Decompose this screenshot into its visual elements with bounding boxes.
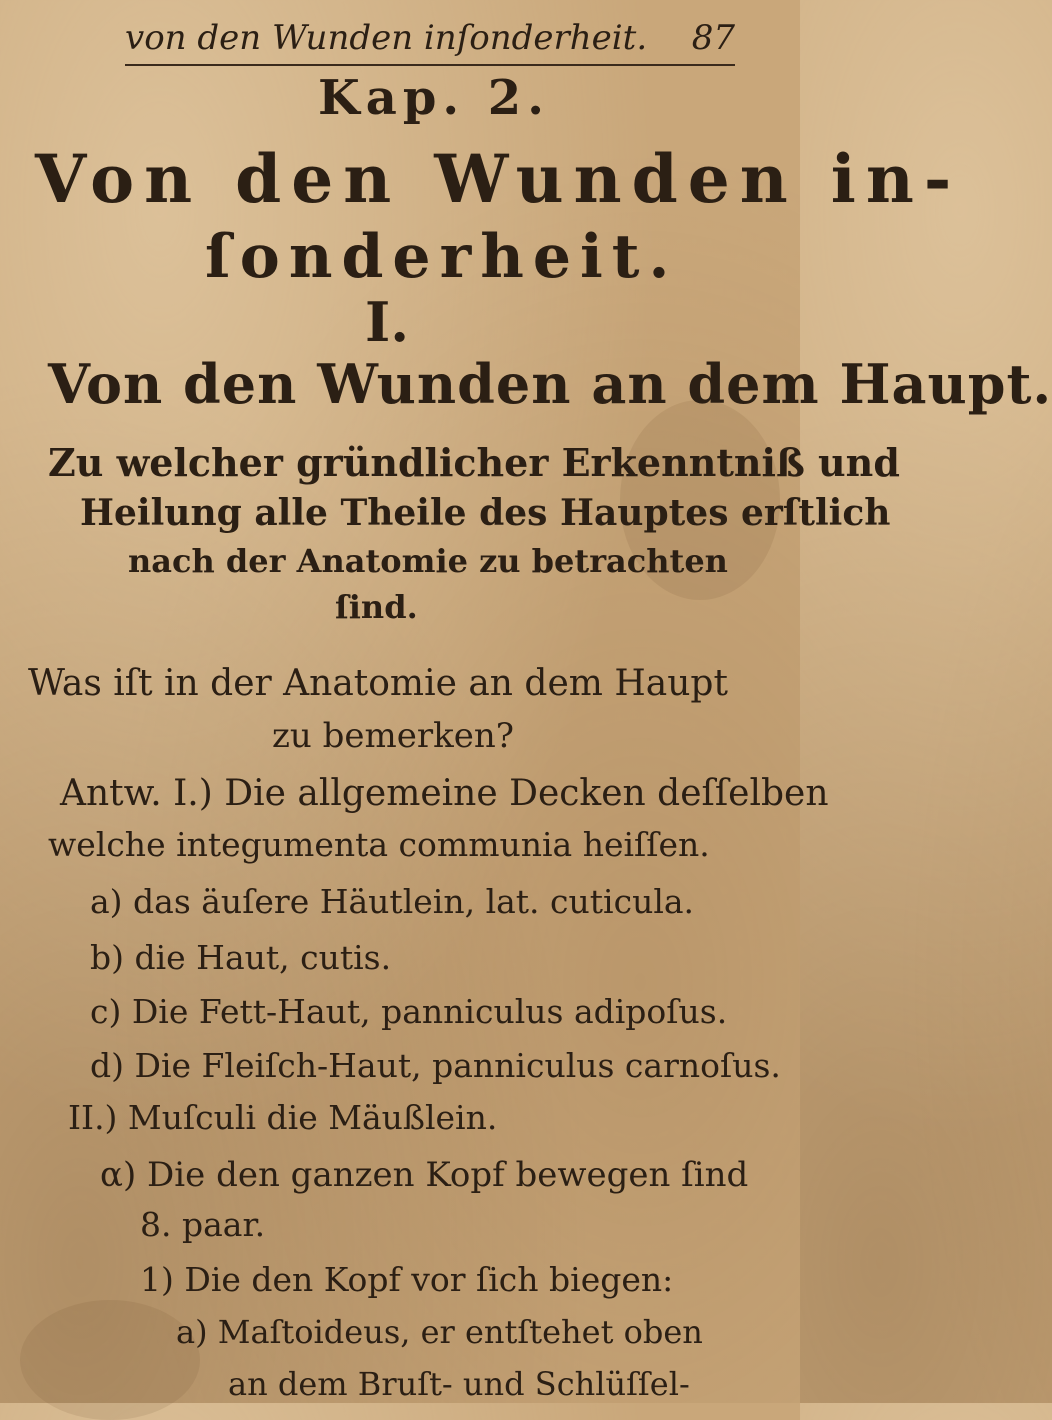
part2-item-1: 1) Die den Kopf vor ſich biegen: <box>140 1260 674 1299</box>
part2-alpha-line: α) Die den ganzen Kopf bewegen ſind <box>100 1155 749 1195</box>
section-subtitle-line: Zu welcher gründlicher Erkenntniß und <box>48 440 900 485</box>
part2-alpha-line: 8. paar. <box>140 1205 266 1244</box>
page-number: 87 <box>691 18 735 58</box>
section-subtitle-line: nach der Anatomie zu betrachten <box>128 542 728 580</box>
section-number: I. <box>365 290 410 354</box>
running-title: von den Wunden inſonderheit. <box>125 18 648 58</box>
section-subtitle-line: Heilung alle Theile des Hauptes erſtlich <box>80 492 891 534</box>
list-item: d) Die Fleiſch-Haut, panniculus carnoſus. <box>90 1046 781 1085</box>
chapter-label: Kap. 2. <box>318 70 550 126</box>
list-item: c) Die Fett-Haut, panniculus adipoſus. <box>90 992 728 1031</box>
chapter-title-line-1: Von den Wunden in- <box>35 140 962 218</box>
part2-item-1a-line: a) Maſtoideus, er entſtehet oben <box>176 1313 703 1351</box>
list-item: b) die Haut, cutis. <box>90 938 392 977</box>
section-title: Von den Wunden an dem Haupt. <box>48 352 1052 416</box>
answer-line: welche integumenta communia heiſſen. <box>48 825 710 864</box>
part2-item-1a-line: an dem Bruſt- und Schlüſſel- <box>228 1365 690 1403</box>
part2-heading: II.) Muſculi die Mäußlein. <box>68 1098 498 1137</box>
question-line: Was iſt in der Anatomie an dem Haupt <box>28 663 728 704</box>
answer-line: Antw. I.) Die allgemeine Decken deſſelben <box>60 773 829 814</box>
running-header <box>125 18 735 66</box>
section-subtitle-line: ſind. <box>335 588 418 626</box>
paper-stain <box>20 1300 200 1420</box>
list-item: a) das äuſere Häutlein, lat. cuticula. <box>90 882 695 921</box>
chapter-title-line-2: ſonderheit. <box>205 222 679 292</box>
question-line: zu bemerken? <box>272 716 514 756</box>
